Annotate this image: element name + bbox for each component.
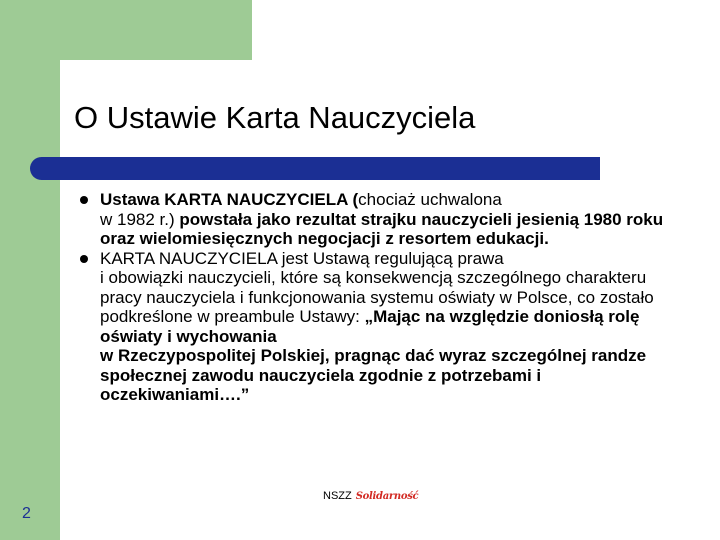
bullet-dot-icon [80, 255, 88, 263]
page-number: 2 [22, 505, 31, 522]
nszz-solidarnosc-logo [323, 487, 418, 505]
bullet-item-2 [76, 249, 676, 405]
logo-solidarnosc-text: Solidarność [355, 490, 419, 502]
bullet-item-1 [76, 190, 676, 249]
decorative-left-stripe [0, 0, 60, 540]
bullet-2-part-quote: „Mając na względzie doniosłą rolę oświaty i wychowania w Rzeczypospolitej Polskiej, pragnąc dać wyraz szczególnej randze społecznej zawodu nauczyciela zgodnie z potrzebami i oczekiwaniami….” [100, 307, 647, 404]
bullet-list [76, 190, 676, 405]
bullet-dot-icon [80, 196, 88, 204]
bullet-1-part-bold-1: Ustawa KARTA NAUCZYCIELA ( [100, 190, 359, 209]
title-underline-bar [30, 157, 600, 180]
slide-title: O Ustawie Karta Nauczyciela [74, 100, 476, 135]
bullet-1-part-bold-2: powstała jako rezultat strajku nauczycieli jesienią 1980 roku oraz wielomiesięcznych negocjacji z resortem edukacji. [100, 209, 664, 248]
bullet-1-part-regular: chociaż uchwalona w 1982 r.) [100, 190, 502, 229]
decorative-top-block [0, 0, 252, 60]
logo-nszz-text: NSZZ [323, 490, 352, 502]
bullet-2-part-regular: KARTA NAUCZYCIELA jest Ustawą regulującą prawa i obowiązki nauczycieli, które są konsekwencją szczególnego charakteru pracy nauczyciela i funkcjonowania systemu oświaty w Polsce, co zostało podkreślone w preambule Ustawy: [100, 248, 654, 326]
bullet-text-2 [100, 249, 676, 405]
bullet-text-1 [100, 190, 676, 249]
